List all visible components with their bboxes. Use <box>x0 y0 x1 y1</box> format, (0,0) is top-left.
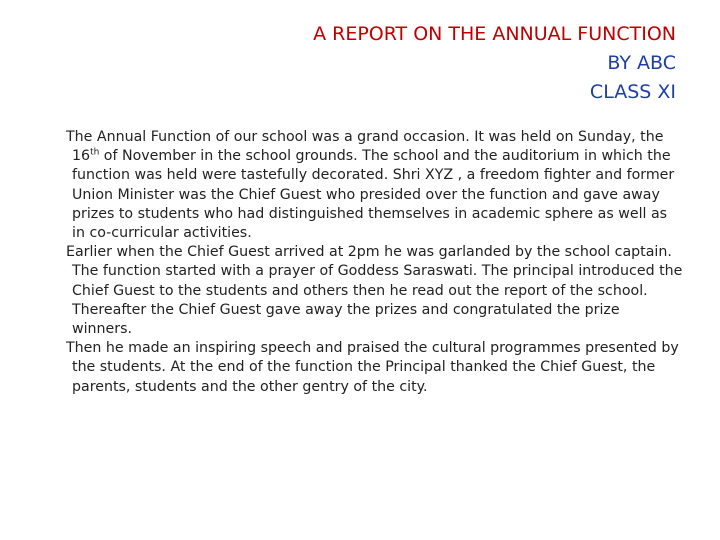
report-title <box>313 20 676 107</box>
ordinal-suffix: th <box>90 147 100 158</box>
paragraph-2: Earlier when the Chief Guest arrived at 2pm he was garlanded by the school captain. The function started with a prayer of Goddess Saraswati. The principal introduced the Chief Guest to the students and others then he read out the report of the school. Thereafter the Chief Guest gave away the prizes and congratulated the prize winners. <box>66 244 683 338</box>
title-heading: A REPORT ON THE ANNUAL FUNCTION <box>313 23 676 45</box>
paragraph-1-text-start: The Annual Function of our school was a grand occasion. It was held on Sunday, the 16 <box>66 129 664 165</box>
report-body <box>66 128 684 397</box>
paragraph-3: Then he made an inspiring speech and praised the cultural programmes presented by the students. At the end of the function the Principal thanked the Chief Guest, the parents, students and the other gentry of the city. <box>66 340 679 395</box>
title-author: BY ABC <box>607 52 676 74</box>
title-class: CLASS XI <box>589 81 676 103</box>
paragraph-1 <box>66 128 684 243</box>
paragraph-1-text-end: of November in the school grounds. The school and the auditorium in which the function was held were tastefully decorated. Shri XYZ , a freedom fighter and former Union Minister was the Chief Guest who presided over the function and gave away prizes to students who had distinguished themselves in academic sphere as well as in co-curricular activities. <box>72 148 675 242</box>
